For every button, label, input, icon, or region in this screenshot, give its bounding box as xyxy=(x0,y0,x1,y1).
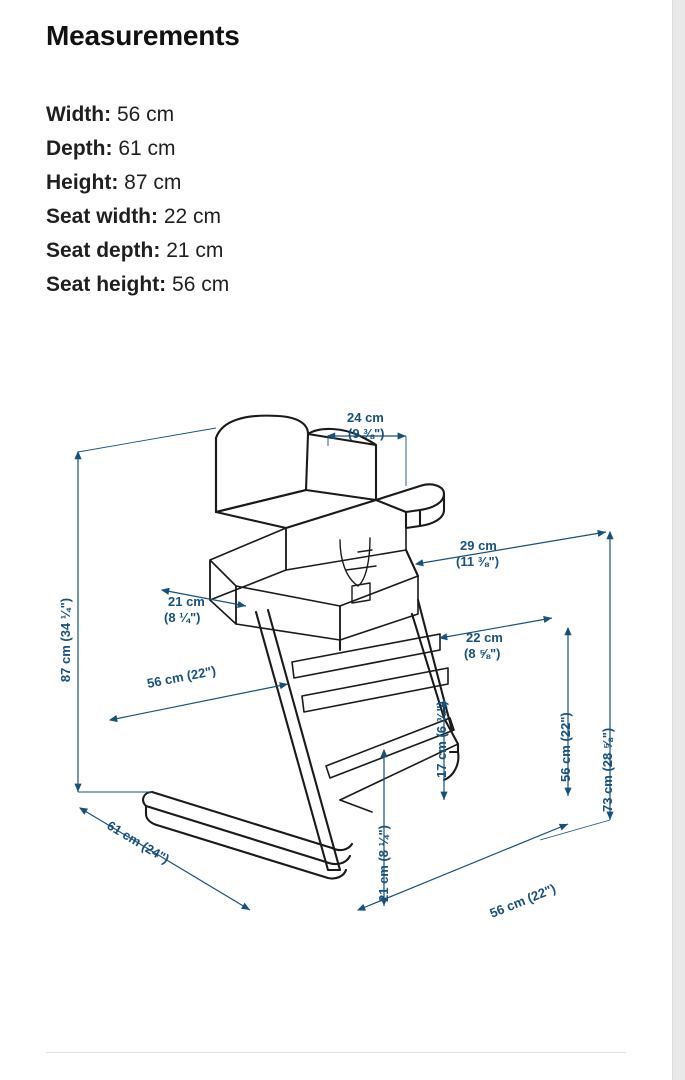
spec-label-seat-depth: Seat depth: xyxy=(46,239,161,263)
label-seat-height: 56 cm (22") xyxy=(558,712,573,782)
page-title: Measurements xyxy=(46,20,240,51)
label-back-width-line2: (11 ⅜") xyxy=(456,554,500,569)
spec-row-width xyxy=(46,98,606,132)
label-tray-depth-line2: (9 ⅜") xyxy=(348,426,385,441)
label-back-width-line1: 29 cm xyxy=(460,538,497,553)
page-edge-strip xyxy=(672,0,685,1080)
spec-value-height: 87 cm xyxy=(124,171,182,195)
label-tray-depth-line1: 24 cm xyxy=(347,410,384,425)
spec-value-width: 56 cm xyxy=(116,103,175,126)
chair-illustration xyxy=(143,416,458,879)
label-total-height: 87 cm (34 ¼") xyxy=(58,597,73,683)
spec-row-seat-height xyxy=(46,268,606,302)
measurements-list xyxy=(46,98,606,302)
section-divider xyxy=(46,1052,626,1053)
spec-value-depth: 61 cm xyxy=(118,137,176,161)
spec-label-seat-width: Seat width: xyxy=(46,205,159,229)
label-overall-width: 56 cm (22") xyxy=(145,662,218,691)
spec-row-seat-depth xyxy=(46,234,606,268)
spec-row-depth xyxy=(46,132,606,166)
label-seat-depth-line2: (8 ¼") xyxy=(164,610,201,625)
label-seat-depth-line1: 21 cm xyxy=(168,594,205,609)
label-base-width: 56 cm (22") xyxy=(487,880,558,921)
spec-label-depth: Depth: xyxy=(46,137,113,161)
dimension-labels xyxy=(58,410,615,921)
measurement-diagram xyxy=(40,400,650,980)
spec-row-height xyxy=(46,166,606,200)
label-footrest-height: 17 cm (6 ¾") xyxy=(434,701,449,778)
spec-value-seat-depth: 21 cm xyxy=(166,239,224,263)
spec-label-seat-height: Seat height: xyxy=(46,273,167,297)
spec-row-seat-width xyxy=(46,200,606,234)
label-lower-height: 21 cm (8 ¼") xyxy=(376,825,391,902)
label-seat-width-line1: 22 cm xyxy=(466,630,503,645)
spec-value-seat-width: 22 cm xyxy=(163,205,222,229)
label-seat-width-line2: (8 ⅝") xyxy=(464,646,501,661)
label-depth-floor: 61 cm (24") xyxy=(104,817,172,867)
spec-value-seat-height: 56 cm xyxy=(172,273,230,297)
spec-label-height: Height: xyxy=(46,171,119,195)
spec-label-width: Width: xyxy=(46,103,112,126)
label-back-height: 73 cm (28 ⅝") xyxy=(600,727,615,812)
